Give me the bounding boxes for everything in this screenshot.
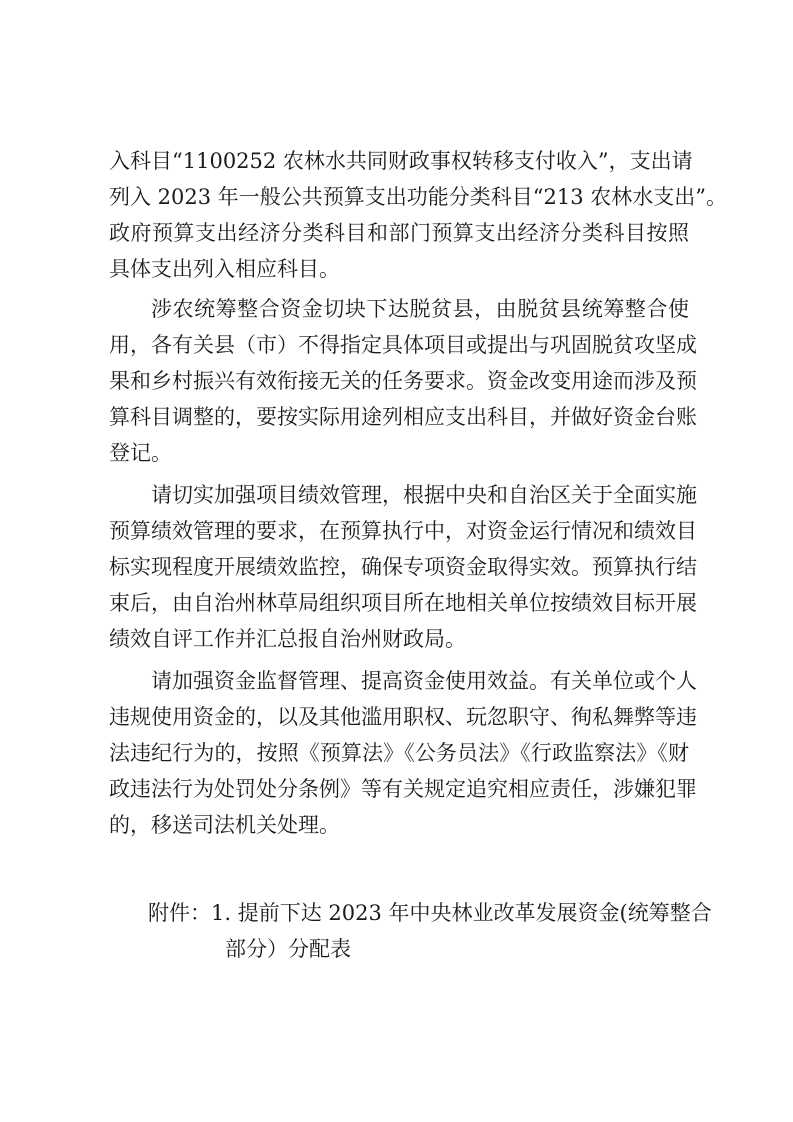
paragraph-3-line-1: 请切实加强项目绩效管理，根据中央和自治区关于全面实施 xyxy=(151,483,697,507)
paragraph-3-line-2: 预算绩效管理的要求，在预算执行中，对资金运行情况和绩效目 xyxy=(109,519,697,543)
paragraph-2-line-2: 用，各有关县（市）不得指定具体项目或提出与巩固脱贫攻坚成 xyxy=(109,333,697,357)
paragraph-4-line-4: 政违法行为处罚处分条例》等有关规定追究相应责任，涉嫌犯罪 xyxy=(109,777,697,801)
paragraph-4-line-5: 的，移送司法机关处理。 xyxy=(109,813,340,837)
paragraph-2-line-4: 算科目调整的，要按实际用途列相应支出科目，并做好资金台账 xyxy=(109,405,697,429)
paragraph-3-line-3: 标实现程度开展绩效监控，确保专项资金取得实效。预算执行结 xyxy=(109,555,697,579)
paragraph-1-line-2: 列入 2023 年一般公共预算支出功能分类科目“213 农林水支出”。 xyxy=(109,185,728,209)
attachment-item-line-1: 1. 提前下达 2023 年中央林业改革发展资金(统筹整合 xyxy=(211,901,712,925)
paragraph-2-line-3: 果和乡村振兴有效衔接无关的任务要求。资金改变用途而涉及预 xyxy=(109,369,697,393)
paragraph-4-line-1: 请加强资金监督管理、提高资金使用效益。有关单位或个人 xyxy=(151,669,697,693)
paragraph-3-line-5: 绩效自评工作并汇总报自治州财政局。 xyxy=(109,627,466,651)
paragraph-1-line-3: 政府预算支出经济分类科目和部门预算支出经济分类科目按照 xyxy=(109,221,689,245)
paragraph-3-line-4: 束后，由自治州林草局组织项目所在地相关单位按绩效目标开展 xyxy=(109,591,697,615)
paragraph-1-line-1: 入科目“1100252 农林水共同财政事权转移支付收入”，支出请 xyxy=(109,149,693,173)
paragraph-2-line-5: 登记。 xyxy=(109,441,172,465)
attachment-item-line-2: 部分）分配表 xyxy=(225,937,351,961)
paragraph-4-line-3: 法违纪行为的，按照《预算法》《公务员法》《行政监察法》《财 xyxy=(109,741,689,765)
paragraph-4-line-2: 违规使用资金的，以及其他滥用职权、玩忽职守、徇私舞弊等违 xyxy=(109,705,697,729)
attachment-label: 附件： xyxy=(148,901,211,925)
paragraph-1-line-4: 具体支出列入相应科目。 xyxy=(109,257,340,281)
paragraph-2-line-1: 涉农统筹整合资金切块下达脱贫县，由脱贫县统筹整合使 xyxy=(151,297,689,321)
